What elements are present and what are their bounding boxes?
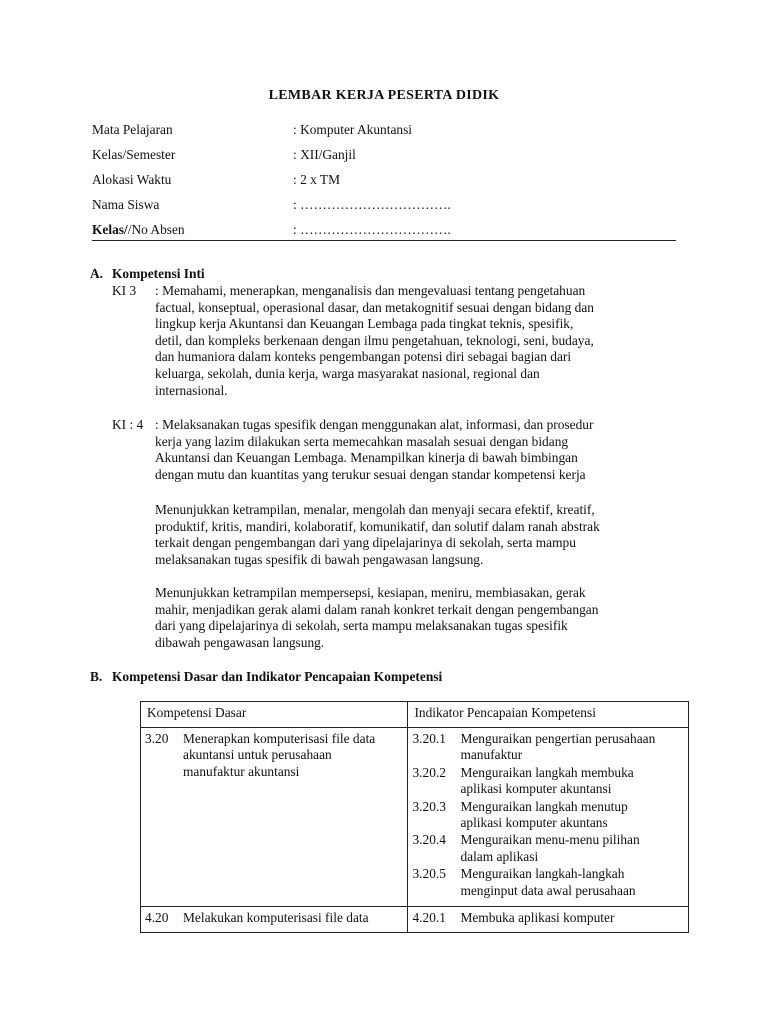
ki4-p3-line: dari yang dipelajarinya di sekolah, serta mampu melaksanakan tugas spesifik [155, 618, 568, 634]
ki4-p2-line: produktif, kritis, mandiri, kolaboratif, komunikatif, dan solutif dalam ranah abstrak [155, 518, 600, 534]
header-divider [92, 240, 676, 241]
ki4-text [155, 417, 675, 483]
indicator-line: menginput data awal perusahaan [460, 882, 636, 898]
indicator-item [412, 866, 684, 899]
indicator-text [460, 832, 684, 865]
indicator-number: 3.20.5 [412, 866, 446, 882]
kd-line: Menerapkan komputerisasi file data [183, 731, 376, 746]
kd-line: manufaktur akuntansi [183, 763, 300, 779]
value-alokasi-waktu: : 2 x TM [293, 172, 340, 187]
page-title: LEMBAR KERJA PESERTA DIDIK [268, 88, 500, 103]
label-kelas-bold: Kelas/ [92, 222, 128, 237]
indicator-line: aplikasi komputer akuntans [460, 815, 608, 831]
header-indikator: Indikator Pencapaian Kompetensi [408, 702, 689, 728]
kd-cell-4-20 [141, 907, 408, 933]
indicator-line: Menguraikan langkah-langkah [460, 866, 625, 882]
ki3-line: dan humaniora dalam konteks pengembangan potensi diri sebagai bagian dari [155, 349, 572, 365]
ki4-line: dengan mutu dan kuantitas yang terukur sesuai dengan standar kompetensi kerja [155, 466, 586, 482]
value-mata-pelajaran: : Komputer Akuntansi [293, 122, 413, 137]
ki4-p3-line: dibawah pengawasan langsung. [155, 634, 325, 650]
indicator-item [412, 832, 684, 865]
kd-line: akuntansi untuk perusahaan [183, 747, 332, 763]
ki3-text [155, 283, 675, 399]
table-row [141, 728, 689, 907]
ki4-p2-line: Menunjukkan ketrampilan, menalar, mengolah dan menyaji secara efektif, kreatif, [155, 502, 595, 517]
table-header-row [141, 702, 689, 728]
section-a-marker: A. [90, 266, 104, 281]
ki4-paragraph-3 [155, 585, 675, 651]
indicator-item [412, 731, 684, 764]
indicator-number: 4.20.1 [412, 910, 446, 926]
indicator-line: aplikasi komputer akuntansi [460, 781, 612, 797]
kd-text: Melakukan komputerisasi file data [183, 910, 369, 926]
indicator-line: Menguraikan menu-menu pilihan [460, 832, 640, 848]
ki4-label: KI : 4 [112, 417, 144, 432]
kd-number: 4.20 [145, 910, 169, 926]
label-no-absen: /No Absen [127, 222, 185, 237]
ki3-line: internasional. [155, 382, 228, 398]
label-nama-siswa: Nama Siswa [92, 197, 160, 212]
indicator-line: dalam aplikasi [460, 848, 539, 864]
ki3-line: lingkup kerja Akuntansi dan Keuangan Lembaga pada tingkat teknis, spesifik, [155, 316, 574, 332]
kd-number: 3.20 [145, 731, 169, 746]
ki4-paragraph-2 [155, 502, 675, 568]
indicator-item [412, 799, 684, 832]
ki4-p3-line: Menunjukkan ketrampilan mempersepsi, kesiapan, meniru, membiasakan, gerak [155, 585, 586, 600]
kd-cell-3-20 [141, 728, 408, 907]
kd-3-20 [145, 731, 403, 780]
indicator-text [460, 765, 684, 798]
ki4-line: kerja yang lazim dilakukan serta memecahkan masalah sesuai dengan bidang [155, 433, 569, 449]
indicator-cell-4-20 [408, 907, 689, 933]
value-kelas-semester: : XII/Ganjil [293, 147, 356, 162]
indicator-text [460, 866, 684, 899]
ki4-p3-line: mahir, menjadikan gerak alami dalam ranah konkret terkait dengan pengembangan [155, 601, 599, 617]
indicator-number: 3.20.1 [412, 731, 446, 746]
section-b-marker: B. [90, 669, 103, 684]
ki3-label: KI 3 [112, 283, 137, 298]
indicator-line: Menguraikan langkah membuka [460, 764, 634, 780]
table-row [141, 907, 689, 933]
label-alokasi-waktu: Alokasi Waktu [92, 172, 172, 187]
indicator-item [412, 910, 684, 926]
indicator-text [460, 731, 684, 764]
indicator-text: Membuka aplikasi komputer [460, 910, 615, 926]
indicator-cell-3-20 [408, 728, 689, 907]
section-b-heading: Kompetensi Dasar dan Indikator Pencapaian Kompetensi [112, 669, 443, 684]
label-mata-pelajaran: Mata Pelajaran [92, 122, 173, 137]
ki3-line: factual, konseptual, operasional dasar, dan metakognitif sesuai dengan bidang dan [155, 299, 594, 315]
indicator-line: Menguraikan langkah menutup [460, 798, 628, 814]
indicator-item [412, 765, 684, 798]
kd-table [140, 701, 689, 933]
indicator-line: manufaktur [460, 747, 523, 763]
value-nama-siswa: : ……………………………. [293, 197, 451, 212]
value-kelas-no-absen: : ……………………………. [293, 222, 451, 237]
ki4-p2-line: melaksanakan tugas spesifik di bawah pengawasan langsung. [155, 551, 484, 567]
ki3-line: keluarga, sekolah, dunia kerja, warga masyarakat nasional, regional dan [155, 365, 540, 381]
indicator-number: 3.20.4 [412, 832, 446, 848]
ki4-p2-line: terkait dengan pengembangan dari yang dipelajarinya di sekolah, serta mampu [155, 535, 576, 551]
section-a-heading: Kompetensi Inti [112, 266, 205, 281]
indicator-number: 3.20.3 [412, 798, 446, 814]
indicator-line: Menguraikan pengertian perusahaan [460, 731, 656, 746]
ki4-line: Akuntansi dan Keuangan Lembaga. Menampilkan kinerja di bawah bimbingan [155, 450, 578, 466]
indicator-number: 3.20.2 [412, 764, 446, 780]
ki4-line: : Melaksanakan tugas spesifik dengan menggunakan alat, informasi, dan prosedur [155, 417, 594, 432]
label-kelas-no-absen [92, 222, 185, 238]
ki3-line: detil, dan kompleks berkenaan dengan ilmu pengetahuan, teknologi, seni, budaya, [155, 332, 594, 348]
indicator-text [460, 799, 684, 832]
ki3-line: : Memahami, menerapkan, menganalisis dan mengevaluasi tentang pengetahuan [155, 283, 586, 298]
header-kompetensi-dasar: Kompetensi Dasar [141, 702, 408, 728]
label-kelas-semester: Kelas/Semester [92, 147, 176, 162]
